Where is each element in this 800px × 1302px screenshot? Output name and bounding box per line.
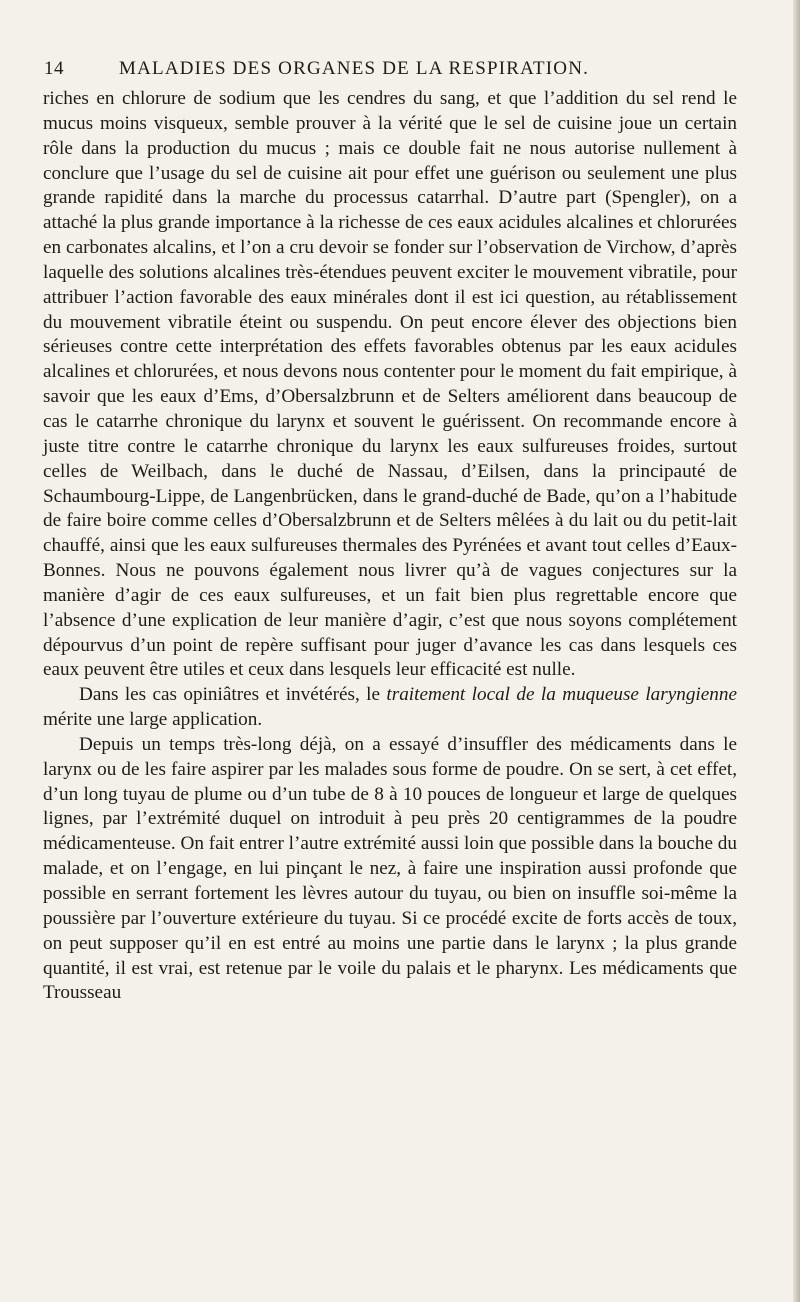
running-header — [44, 58, 734, 86]
page-edge — [793, 0, 800, 1302]
paragraph-text: Dans les cas opiniâtres et invétérés, le — [79, 684, 387, 706]
emphasis-text: traitement local de la muqueuse laryngienne — [386, 684, 737, 706]
paragraph-local-treatment — [43, 683, 737, 733]
body-text — [43, 87, 737, 1006]
running-title: MALADIES DES ORGANES DE LA RESPIRATION. — [119, 58, 590, 79]
page-number: 14 — [44, 58, 64, 79]
paragraph-continuation: riches en chlorure de sodium que les cendres du sang, et que l’addition du sel rend le mucus moins visqueux, semble prouver à la vérité que le sel de cuisine joue un certain rôle dans la production du mucus ; mais ce double fait ne nous autorise nullement à conclure que l’usage du sel de cuisine ait pour effet une guérison ou seulement une plus grande rapidité dans la marche du processus catarrhal. D’autre part (Spengler), on a attaché la plus grande importance à la richesse de ces eaux acidules alcalines et chlorurées en carbonates alcalins, et l’on a cru devoir se fonder sur l’observation de Virchow, d’après laquelle des solutions alcalines très-étendues peuvent exciter le mouvement vibratile, pour attribuer l’action favorable des eaux minérales dont il est ici question, au rétablissement du mouvement vibratile éteint ou suspendu. On peut encore élever des objections bien sérieuses contre cette interprétation des effets favorables obtenus par les eaux acidules alcalines et chlorurées, et nous devons nous contenter pour le moment du fait empirique, à savoir que les eaux d’Ems, d’Obersalzbrunn et de Selters améliorent dans beaucoup de cas le catarrhe chronique du larynx et souvent le guérissent. On recommande encore à juste titre contre le catarrhe chronique du larynx les eaux sulfureuses froides, surtout celles de Weilbach, dans le duché de Nassau, d’Eilsen, dans la principauté de Schaumbourg-Lippe, de Langenbrücken, dans le grand-duché de Bade, qu’on a l’habitude de faire boire comme celles d’Obersalzbrunn et de Selters mêlées à du lait ou du petit-lait chauffé, ainsi que les eaux sulfureuses thermales des Pyrénées et avant tout celles d’Eaux-Bonnes. Nous ne pouvons également nous livrer qu’à de vagues conjectures sur la manière d’agir de ces eaux sulfureuses, et un fait bien plus regrettable encore que l’absence d’une explication de leur manière d’agir, c’est que nous soyons complétement dépourvus d’un point de repère suffisant pour juger d’avance les cas dans lesquels ces eaux peuvent être utiles et ceux dans lesquels leur efficacité est nulle. — [43, 88, 737, 681]
paragraph-text: mérite une large application. — [43, 709, 263, 731]
paragraph-insufflation: Depuis un temps très-long déjà, on a essayé d’insuffler des médicaments dans le larynx ou de les faire aspirer par les malades sous forme de poudre. On se sert, à cet effet, d’un long tuyau de plume ou d’un tube de 8 à 10 pouces de longueur et large de quelques lignes, par l’extrémité duquel on introduit à peu près 20 centigrammes de la poudre médicamenteuse. On fait entrer l’autre extrémité aussi loin que possible dans la bouche du malade, et on l’engage, en lui pinçant le nez, à faire une inspiration aussi profonde que possible en serrant fortement les lèvres autour du tuyau, ou bien on insuffle soi-même la poussière par l’ouverture extérieure du tuyau. Si ce procédé excite de forts accès de toux, on peut supposer qu’il en est entré au moins une partie dans le larynx ; la plus grande quantité, il est vrai, est retenue par le voile du palais et le pharynx. Les médicaments que Trousseau — [43, 733, 737, 1004]
